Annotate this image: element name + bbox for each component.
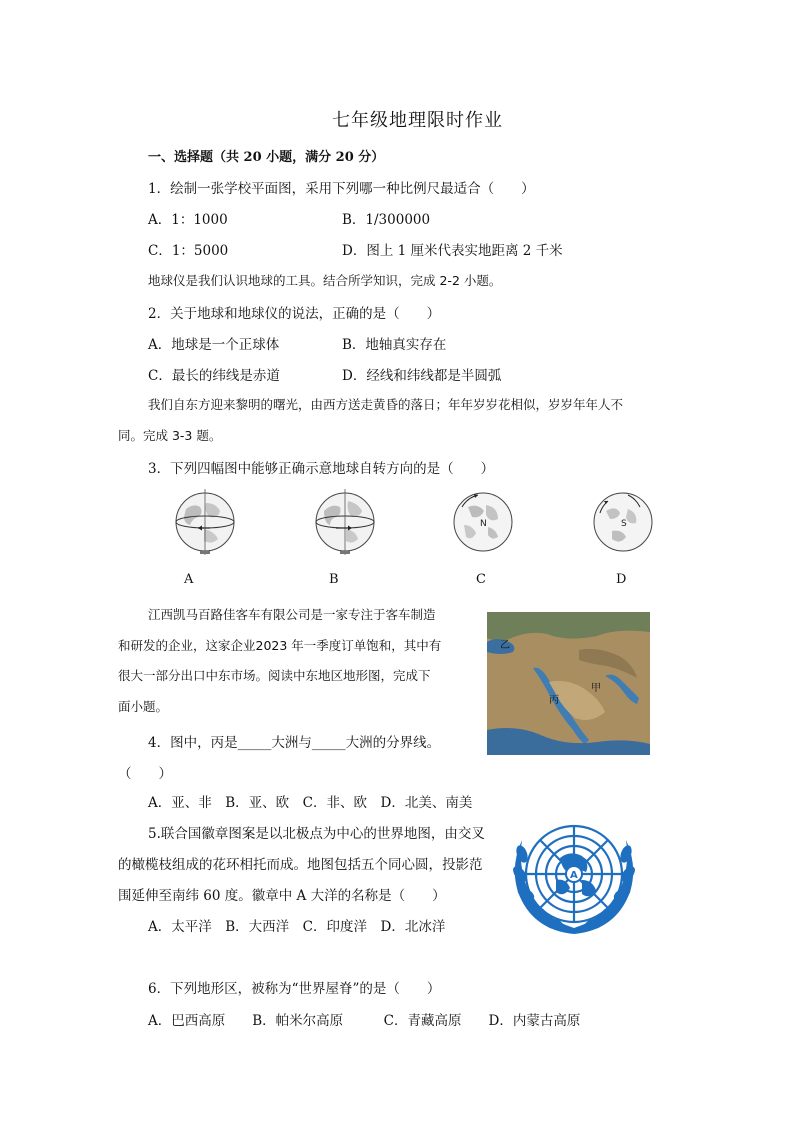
question-2-option-b: B．地轴真实存在 (342, 337, 447, 353)
question-5-line-2: 的橄榄枝组成的花环相托而成。地图包括五个同心圆，投影范 (118, 857, 483, 873)
question-4-options: A．亚、非 B．亚、欧 C．非、欧 D．北美、南美 (148, 795, 473, 811)
question-5-line-1: 5.联合国徽章图案是以北极点为中心的世界地图，由交叉 (148, 826, 485, 842)
question-6-options: A．巴西高原 B．帕米尔高原 C．青藏高原 D．内蒙古高原 (148, 1013, 581, 1029)
globe-label-c: C (476, 572, 486, 587)
intro-question-4-line-1: 江西凯马百路佳客车有限公司是一家专注于客车制造 (148, 607, 436, 622)
intro-question-2: 地球仪是我们认识地球的工具。结合所学知识，完成 2-2 小题。 (148, 273, 502, 288)
question-2-option-d: D．经线和纬线都是半圆弧 (342, 368, 502, 384)
intro-question-4-line-4: 面小题。 (118, 699, 169, 714)
intro-question-4-line-3: 很大一部分出口中东市场。阅读中东地区地形图，完成下 (118, 668, 431, 683)
map-label-jia: 甲 (591, 683, 601, 694)
question-3-stem: 3．下列四幅图中能够正确示意地球自转方向的是（ ） (148, 461, 495, 477)
question-5-line-3: 围延伸至南纬 60 度。徽章中 A 大洋的名称是（ ） (118, 888, 446, 904)
question-4-stem: 4．图中，丙是_____大洲与_____大洲的分界线。 (148, 735, 441, 751)
globe-label-d: D (616, 572, 627, 587)
emblem-label-a: A (570, 870, 578, 881)
question-1-option-b: B．1/300000 (342, 212, 431, 228)
question-5-options: A．太平洋 B．大西洋 C．印度洋 D．北冰洋 (148, 919, 446, 935)
intro-question-3-line-1: 我们自东方迎来黎明的曙光，由西方送走黄昏的落日；年年岁岁花相似，岁岁年年人不 (148, 397, 624, 412)
globe-a-image (170, 487, 240, 557)
globe-d-pole-label: S (621, 519, 627, 529)
question-2-option-a: A．地球是一个正球体 (148, 337, 280, 353)
globe-label-b: B (329, 572, 339, 587)
question-1-option-c: C．1：5000 (148, 243, 229, 259)
intro-question-3-line-2: 同。完成 3-3 题。 (118, 428, 222, 443)
globe-c-pole-label: N (480, 519, 487, 529)
question-2-stem: 2．关于地球和地球仪的说法，正确的是（ ） (148, 306, 441, 322)
question-1-stem: 1．绘制一张学校平面图，采用下列哪一种比例尺最适合（ ） (148, 181, 535, 197)
globe-d-image (588, 487, 658, 557)
globe-label-a: A (184, 572, 194, 587)
section-heading: 一、选择题（共 20 小题，满分 20 分） (148, 150, 385, 165)
page-title: 七年级地理限时作业 (332, 110, 503, 131)
map-label-yi: 乙 (500, 640, 510, 651)
question-1-option-d: D．图上 1 厘米代表实地距离 2 千米 (342, 243, 563, 259)
un-emblem (510, 818, 638, 940)
intro-question-4-line-2: 和研发的企业，这家企业2023 年一季度订单饱和，其中有 (118, 638, 442, 653)
middle-east-map (487, 612, 650, 755)
question-4-stem-paren: （ ） (118, 766, 172, 782)
map-label-bing: 丙 (549, 695, 559, 706)
globe-b-image (310, 487, 380, 557)
question-1-option-a: A．1：1000 (148, 212, 228, 228)
question-6-stem: 6．下列地形区，被称为“世界屋脊”的是（ ） (148, 981, 441, 997)
question-2-option-c: C．最长的纬线是赤道 (148, 368, 280, 384)
globe-c-image (448, 487, 518, 557)
